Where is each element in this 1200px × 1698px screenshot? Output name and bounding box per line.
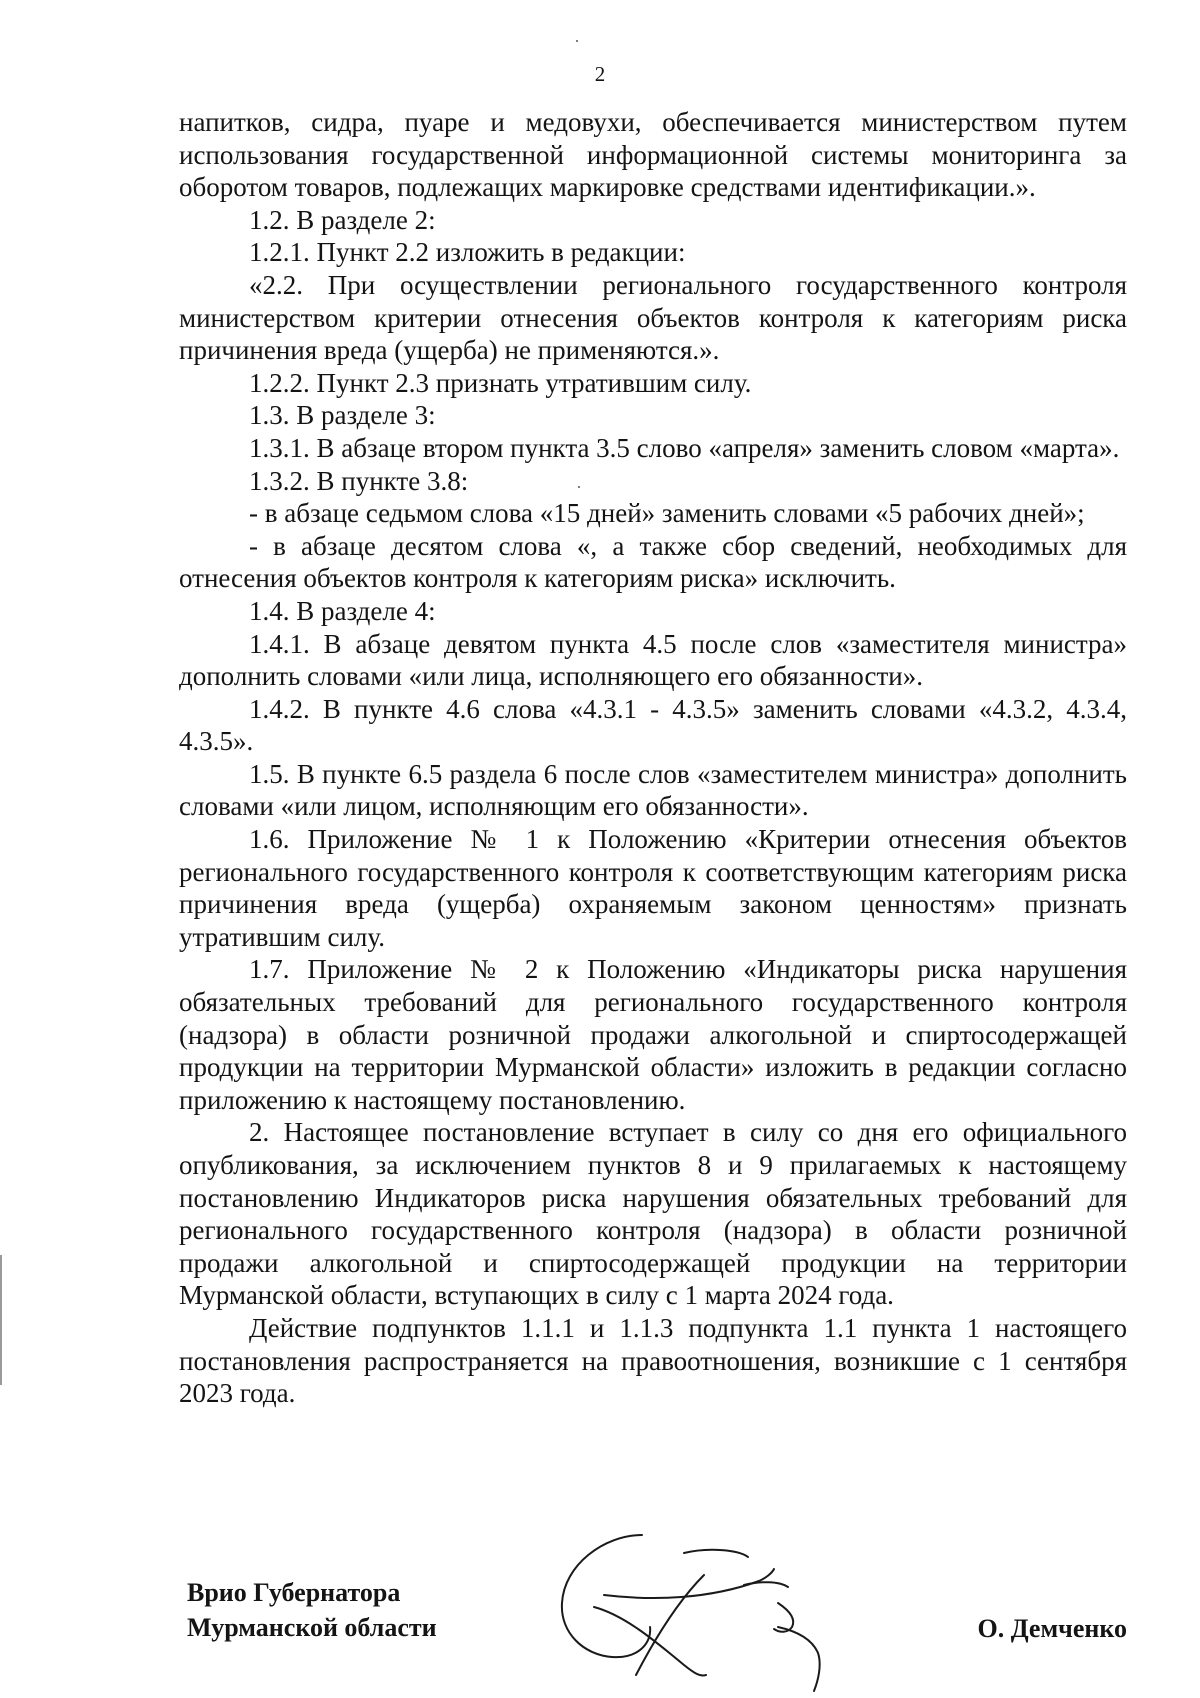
paragraph: 1.5. В пункте 6.5 раздела 6 после слов «заместителем министра» дополнить словами «или лицом, исполняющим его обязанности». [179, 758, 1127, 822]
paragraph: Действие подпунктов 1.1.1 и 1.1.3 подпункта 1.1 пункта 1 настоящего постановления распространяется на правоотношения, возникшие с 1 сентября 2023 года. [179, 1312, 1127, 1409]
paragraph: - в абзаце десятом слова «, а также сбор сведений, необходимых для отнесения объектов контроля к категориям риска» исключить. [179, 530, 1127, 594]
scan-dust [576, 40, 578, 42]
paragraph: 1.4.1. В абзаце девятом пункта 4.5 после слов «заместителя министра» дополнить словами «или лица, исполняющего его обязанности». [179, 628, 1127, 692]
paragraph: 1.3.2. В пункте 3.8: [249, 465, 469, 496]
paragraph: 1.2.2. Пункт 2.3 признать утратившим силу. [249, 367, 752, 398]
document-body [179, 106, 1127, 1410]
paragraph: 1.2.1. Пункт 2.2 изложить в редакции: [249, 237, 686, 268]
paragraph: 2. Настоящее постановление вступает в силу со дня его официального опубликования, за исключением пунктов 8 и 9 прилагаемых к настоящему постановлению Индикаторов риска нарушения обязательных требований для регионального государственного контроля (надзора) в области розничной продажи алкогольной и спиртосодержащей продукции на территории Мурманской области, вступающих в силу с 1 марта 2024 года. [179, 1117, 1127, 1311]
paragraph: - в абзаце седьмом слова «15 дней» заменить словами «5 рабочих дней»; [249, 498, 1085, 529]
signer-position-line1: Врио Губернатора [187, 1578, 401, 1607]
paragraph: 1.4.2. В пункте 4.6 слова «4.3.1 - 4.3.5» заменить словами «4.3.2, 4.3.4, 4.3.5». [179, 693, 1127, 757]
signer-position-line2: Мурманской области [187, 1613, 437, 1642]
paragraph: 1.3. В разделе 3: [249, 400, 436, 431]
paragraph: 1.7. Приложение № 2 к Положению «Индикаторы риска нарушения обязательных требований для регионального государственного контроля (надзора) в области розничной продажи алкогольной и спиртосодержащей продукции на территории Мурманской области» изложить в редакции согласно приложению к настоящему постановлению. [179, 954, 1127, 1115]
signature-block [179, 1575, 1127, 1675]
paragraph: 1.4. В разделе 4: [249, 595, 436, 626]
paragraph: 1.2. В разделе 2: [249, 204, 436, 235]
handwritten-signature [534, 1515, 854, 1695]
signer-name: О. Демченко [977, 1614, 1127, 1643]
paragraph: «2.2. При осуществлении регионального государственного контроля министерством критерии отнесения объектов контроля к категориям риска причинения вреда (ущерба) не применяются.». [179, 269, 1127, 366]
paragraph: 1.3.1. В абзаце втором пункта 3.5 слово «апреля» заменить словом «марта». [249, 432, 1120, 463]
signer-position [187, 1575, 437, 1645]
paragraph: 1.6. Приложение № 1 к Положению «Критерии отнесения объектов регионального государственного контроля к соответствующим категориям риска причинения вреда (ущерба) охраняемым законом ценностям» признать утратившим силу. [179, 824, 1127, 952]
page-number: 2 [594, 62, 606, 86]
scan-edge-mark [0, 1255, 2, 1385]
paragraph: напитков, сидра, пуаре и медовухи, обеспечивается министерством путем использования государственной информационной системы мониторинга за оборотом товаров, подлежащих маркировке средствами идентификации.». [179, 107, 1127, 203]
